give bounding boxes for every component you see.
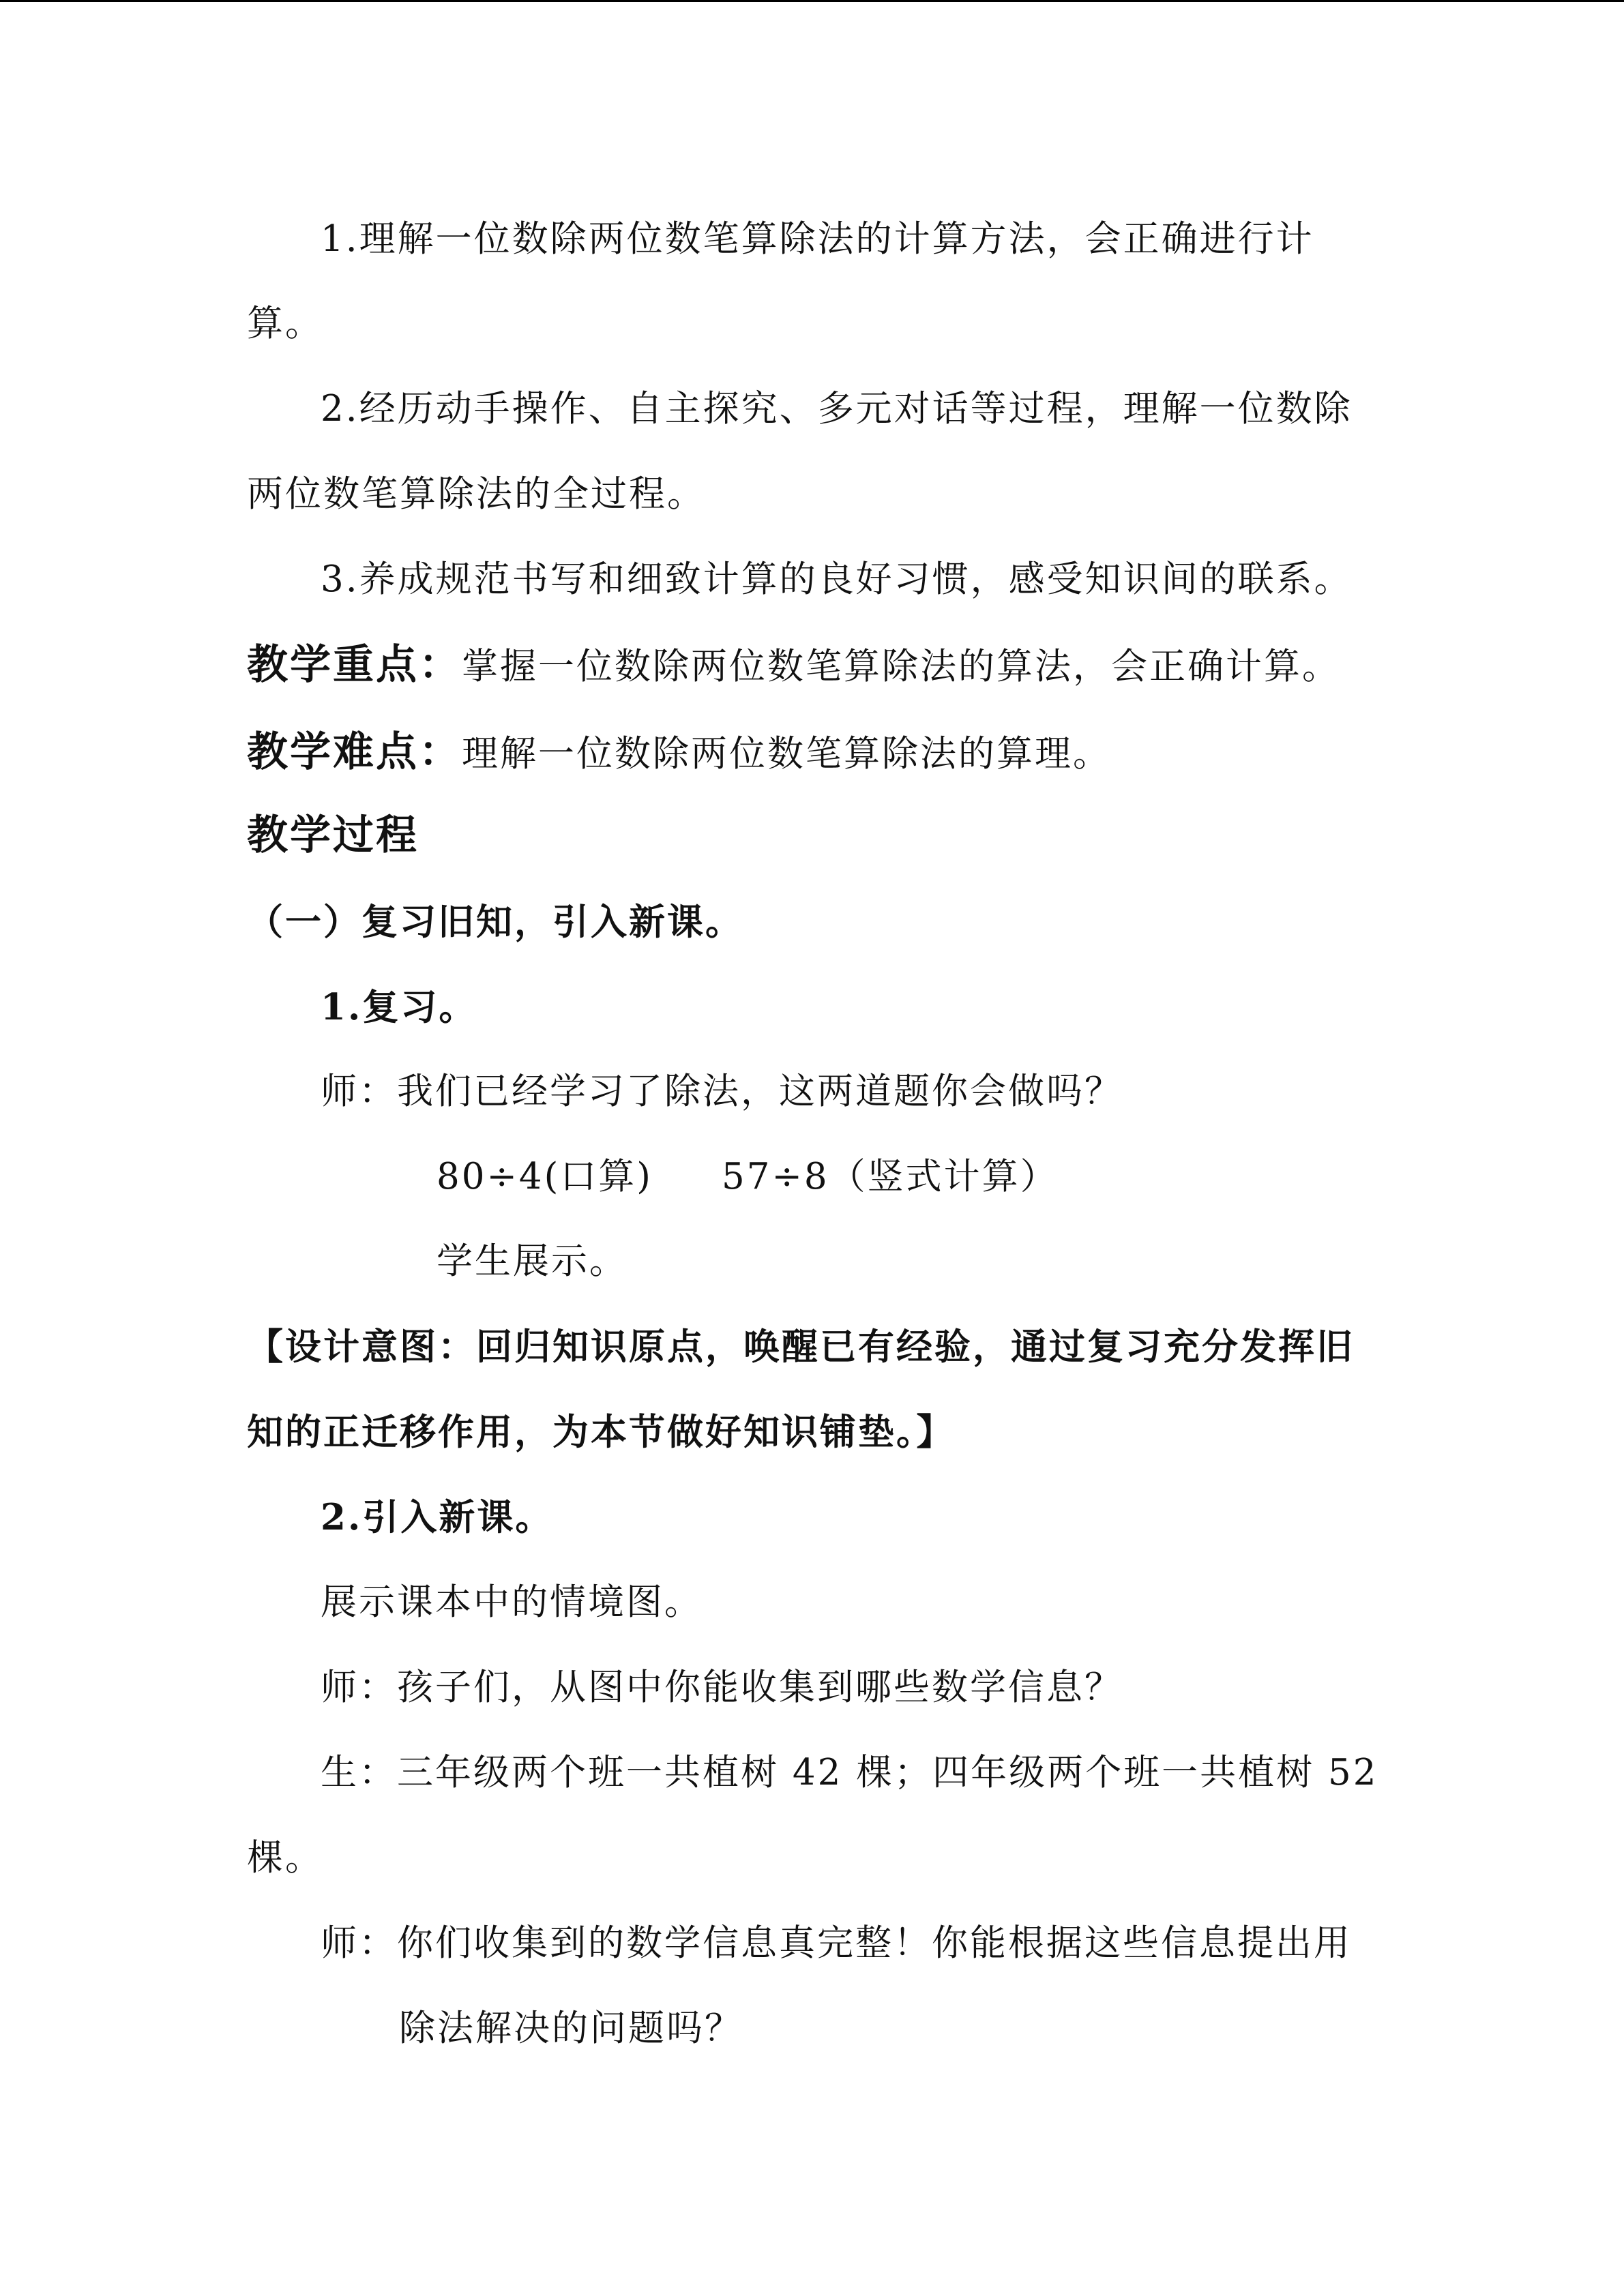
design-intent-line-2: 知的正迁移作用，为本节做好知识铺垫。】 [247,1411,955,1453]
problem-vertical-calc: 57÷8（竖式计算） [722,1156,1059,1197]
objective-2-line-2: 两位数笔算除法的全过程。 [247,473,705,515]
objective-3: 3.养成规范书写和细致计算的良好习惯，感受知识间的联系。 [321,558,1353,600]
teacher-question-2-line-2: 除法解决的问题吗？ [399,2008,743,2049]
objective-2-line-1: 2.经历动手操作、自主探究、多元对话等过程，理解一位数除 [321,388,1353,430]
review-title: 1.复习。 [321,986,477,1028]
page-top-border [0,0,1624,2]
student-show: 学生展示。 [437,1240,628,1282]
key-point-label: 教学重点： [247,641,462,689]
key-point [247,641,1340,691]
teacher-question-review: 师：我们已经学习了除法，这两道题你会做吗？ [321,1071,1123,1112]
difficulty [247,728,1111,778]
objective-1-line-1: 1.理解一位数除两位数笔算除法的计算方法，会正确进行计 [321,218,1314,260]
show-picture: 展示课本中的情境图。 [321,1581,703,1623]
teacher-question-info: 师：孩子们，从图中你能收集到哪些数学信息？ [321,1667,1123,1708]
problem-mental-calc: 80÷4(口算) [437,1156,653,1197]
objective-1-line-2: 算。 [247,303,323,344]
process-heading: 教学过程 [247,811,419,859]
section-heading: （一）复习旧知，引入新课。 [247,901,743,943]
student-answer-line-1: 生：三年级两个班一共植树 42 棵；四年级两个班一共植树 52 [321,1752,1378,1793]
student-answer-line-2: 棵。 [247,1837,323,1879]
teacher-question-2-line-1: 师：你们收集到的数学信息真完整！你能根据这些信息提出用 [321,1922,1352,1964]
difficulty-label: 教学难点： [247,728,462,776]
intro-title: 2.引入新课。 [321,1496,554,1538]
key-point-text: 掌握一位数除两位数笔算除法的算法，会正确计算。 [462,646,1340,687]
difficulty-text: 理解一位数除两位数笔算除法的算理。 [462,733,1111,775]
design-intent-line-1: 【设计意图：回归知识原点，唤醒已有经验，通过复习充分发挥旧 [247,1326,1355,1368]
